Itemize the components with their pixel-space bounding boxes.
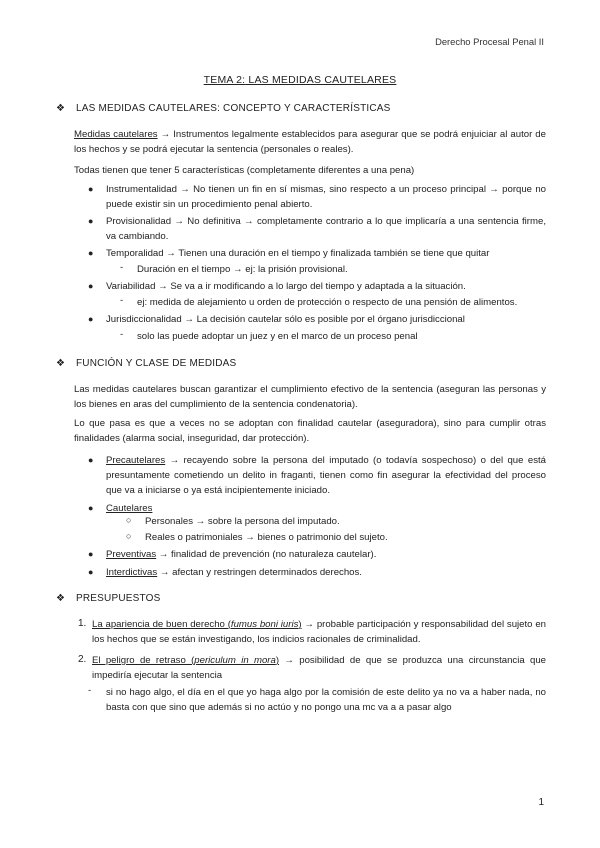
- sub-item-variabilidad: ej: medida de alejamiento u orden de protección o respecto de una pensión de alimentos.: [137, 297, 518, 308]
- bullet-icon: ●: [88, 184, 94, 194]
- bullet-icon: ●: [88, 281, 94, 291]
- sub-item-personales: Personales → sobre la persona del imputado.: [145, 516, 340, 527]
- bullet-icon: ●: [88, 248, 94, 258]
- text-preventivas: → finalidad de prevención (no naturaleza cautelar).: [156, 549, 377, 560]
- list-item-variabilidad: Variabilidad → Se va a ir modificando a lo largo del tiempo y adaptada a la situación.: [106, 281, 466, 292]
- definition-text: → Instrumentos legalmente establecidos para asegurar que se podrá enjuiciar al autor de los hechos y se podrá ejecutar la sentencia (personales o reales).: [74, 129, 546, 155]
- term-precautelares: Precautelares: [106, 455, 166, 466]
- document-header: Derecho Procesal Penal II: [435, 36, 544, 47]
- bullet-icon: ●: [88, 503, 94, 513]
- title-text: LAS MEDIDAS CAUTELARES: [245, 74, 397, 86]
- section-heading-text: LAS MEDIDAS CAUTELARES: CONCEPTO Y CARACTERÍSTICAS: [76, 103, 391, 114]
- diamond-icon: ❖: [56, 103, 66, 114]
- list-item-instrumentalidad: Instrumentalidad → No tienen un fin en sí mismas, sino respecto a un proceso principal → porque no puede existir sin un procedimiento penal abierto.: [106, 184, 546, 210]
- list-item-preventivas: [106, 547, 546, 562]
- page-title: [0, 74, 600, 86]
- section-heading-funcion: [56, 358, 236, 369]
- list-item-jurisdiccionalidad: Jurisdiccionalidad → La decisión cautelar sólo es posible por el órgano jurisdiccional: [106, 314, 465, 325]
- sub-item-jurisdiccionalidad: solo las puede adoptar un juez y en el marco de un proceso penal: [137, 331, 418, 342]
- section-heading-concepto: [56, 103, 391, 114]
- list-number-1: 1.: [78, 618, 87, 629]
- list-item-precautelares: [106, 453, 546, 498]
- bullet-icon: ●: [88, 216, 94, 226]
- definition-paragraph: [74, 127, 546, 157]
- list-item-interdictivas: [106, 565, 546, 580]
- hollow-circle-icon: ○: [126, 531, 132, 541]
- text-fumus: → probable participación y responsabilidad del sujeto en los hechos que se están investigando, los indicios racionales de criminalidad.: [92, 619, 546, 645]
- hollow-circle-icon: ○: [126, 515, 132, 525]
- term-fumus: La apariencia de buen derecho (fumus boni iuris): [92, 619, 302, 630]
- sub-item-periculum: si no hago algo, el día en el que yo haga algo por la comisión de este delito ya no va a haber nada, no basta con que sino que además si no actúo y no pongo una mc va a a pasar algo: [106, 687, 546, 713]
- bullet-icon: ●: [88, 549, 94, 559]
- characteristics-intro: Todas tienen que tener 5 características (completamente diferentes a una pena): [74, 165, 415, 176]
- list-item-provisionalidad: Provisionalidad → No definitiva → completamente contrario a lo que implicaría a una sentencia firme, va cambiando.: [106, 216, 546, 242]
- term-preventivas: Preventivas: [106, 549, 157, 560]
- definition-term: Medidas cautelares: [74, 129, 158, 140]
- dash-icon: -: [88, 685, 92, 696]
- section-heading-presupuestos: [56, 593, 160, 604]
- term-cautelares: Cautelares: [106, 503, 153, 514]
- term-periculum: El peligro de retraso (periculum in mora): [92, 655, 280, 666]
- diamond-icon: ❖: [56, 358, 66, 369]
- section-heading-text: FUNCIÓN Y CLASE DE MEDIDAS: [76, 358, 237, 369]
- dash-icon: -: [120, 262, 124, 273]
- bullet-icon: ●: [88, 314, 94, 324]
- diamond-icon: ❖: [56, 593, 66, 604]
- section-heading-text: PRESUPUESTOS: [76, 593, 161, 604]
- term-interdictivas: Interdictivas: [106, 567, 158, 578]
- dash-icon: -: [120, 295, 124, 306]
- text-periculum: → posibilidad de que se produzca una circunstancia que impediría ejecutar la sentencia: [92, 655, 547, 681]
- paragraph-funcion-2: Lo que pasa es que a veces no se adoptan con finalidad cautelar (aseguradora), sino para cumplir otras finalidades (alarma social, inseguridad, dar protección).: [74, 418, 546, 444]
- page-number: 1: [538, 797, 544, 808]
- sub-item-reales: Reales o patrimoniales → bienes o patrimonio del sujeto.: [145, 532, 388, 543]
- bullet-icon: ●: [88, 567, 94, 577]
- bullet-icon: ●: [88, 455, 94, 465]
- list-number-2: 2.: [78, 654, 87, 665]
- title-prefix: TEMA 2:: [203, 74, 246, 86]
- text-precautelares: → recayendo sobre la persona del imputado (o todavía sospechoso) o del que está presuntamente cometiendo un delito in fraganti, tienen como fin asegurar la efectividad del proceso que va a iniciarse o ya está incipientemente iniciado.: [106, 455, 546, 496]
- paragraph-funcion-1: Las medidas cautelares buscan garantizar el cumplimiento efectivo de la sentencia (aseguran las personas y los bienes en aras del cumplimiento de la sentencia condenatoria).: [74, 384, 546, 410]
- list-item-fumus: [92, 617, 546, 647]
- list-item-periculum: [92, 653, 546, 683]
- list-item-temporalidad: Temporalidad → Tienen una duración en el tiempo y finalizada también se tiene que quitar: [106, 248, 490, 259]
- dash-icon: -: [120, 329, 124, 340]
- sub-item-temporalidad: Duración en el tiempo → ej: la prisión provisional.: [137, 264, 348, 275]
- text-interdictivas: → afectan y restringen determinados derechos.: [157, 567, 362, 578]
